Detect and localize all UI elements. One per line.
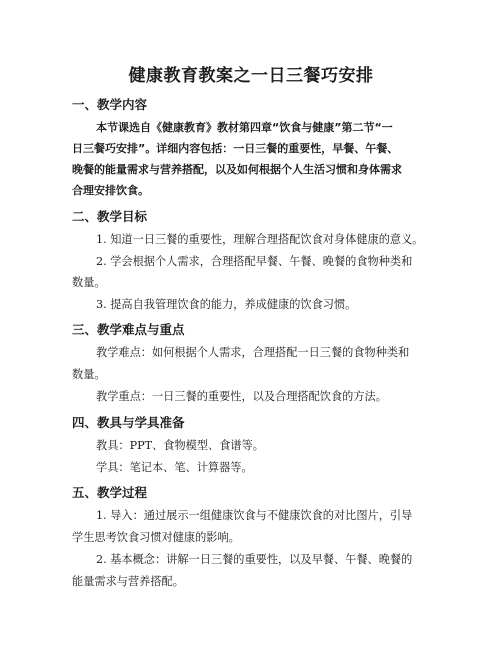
process-step-1-line-1: 1. 导入：通过展示一组健康饮食与不健康饮食的对比图片，引导 <box>96 509 413 522</box>
teacher-materials: 教具：PPT、食物模型、食谱等。 <box>96 439 264 452</box>
heading-materials: 四、教具与学具准备 <box>72 415 185 430</box>
student-materials: 学具：笔记本、笔、计算器等。 <box>96 461 253 474</box>
process-step-2-line-2: 能量需求与营养搭配。 <box>72 575 184 588</box>
content-line-1: 本节课选自《健康教育》教材第四章“饮食与健康”第二节“一 <box>96 121 393 134</box>
process-step-1-line-2: 学生思考饮食习惯对健康的影响。 <box>72 531 240 544</box>
heading-teaching-process: 五、教学过程 <box>72 485 148 500</box>
document-title: 健康教育教案之一日三餐巧安排 <box>128 66 374 86</box>
process-step-2-line-1: 2. 基本概念：讲解一日三餐的重要性，以及早餐、午餐、晚餐的 <box>96 553 413 566</box>
goal-item-2-line-2: 数量。 <box>72 276 106 289</box>
difficulty-line-2: 数量。 <box>72 368 106 381</box>
goal-item-1: 1. 知道一日三餐的重要性，理解合理搭配饮食对身体健康的意义。 <box>96 233 424 246</box>
key-point: 教学重点：一日三餐的重要性，以及合理搭配饮食的方法。 <box>96 390 387 403</box>
goal-item-2-line-1: 2. 学会根据个人需求，合理搭配早餐、午餐、晚餐的食物种类和 <box>96 255 413 268</box>
content-line-3: 晚餐的能量需求与营养搭配，以及如何根据个人生活习惯和身体需求 <box>72 163 402 176</box>
content-line-2: 日三餐巧安排”。详细内容包括：一日三餐的重要性，早餐、午餐、 <box>72 142 399 155</box>
heading-difficulty-key: 三、教学难点与重点 <box>72 322 185 337</box>
goal-item-3: 3. 提高自我管理饮食的能力，养成健康的饮食习惯。 <box>96 298 357 311</box>
heading-teaching-goals: 二、教学目标 <box>72 209 148 224</box>
difficulty-line-1: 教学难点：如何根据个人需求，合理搭配一日三餐的食物种类和 <box>96 346 410 359</box>
heading-teaching-content: 一、教学内容 <box>72 97 148 112</box>
content-line-4: 合理安排饮食。 <box>72 184 149 197</box>
